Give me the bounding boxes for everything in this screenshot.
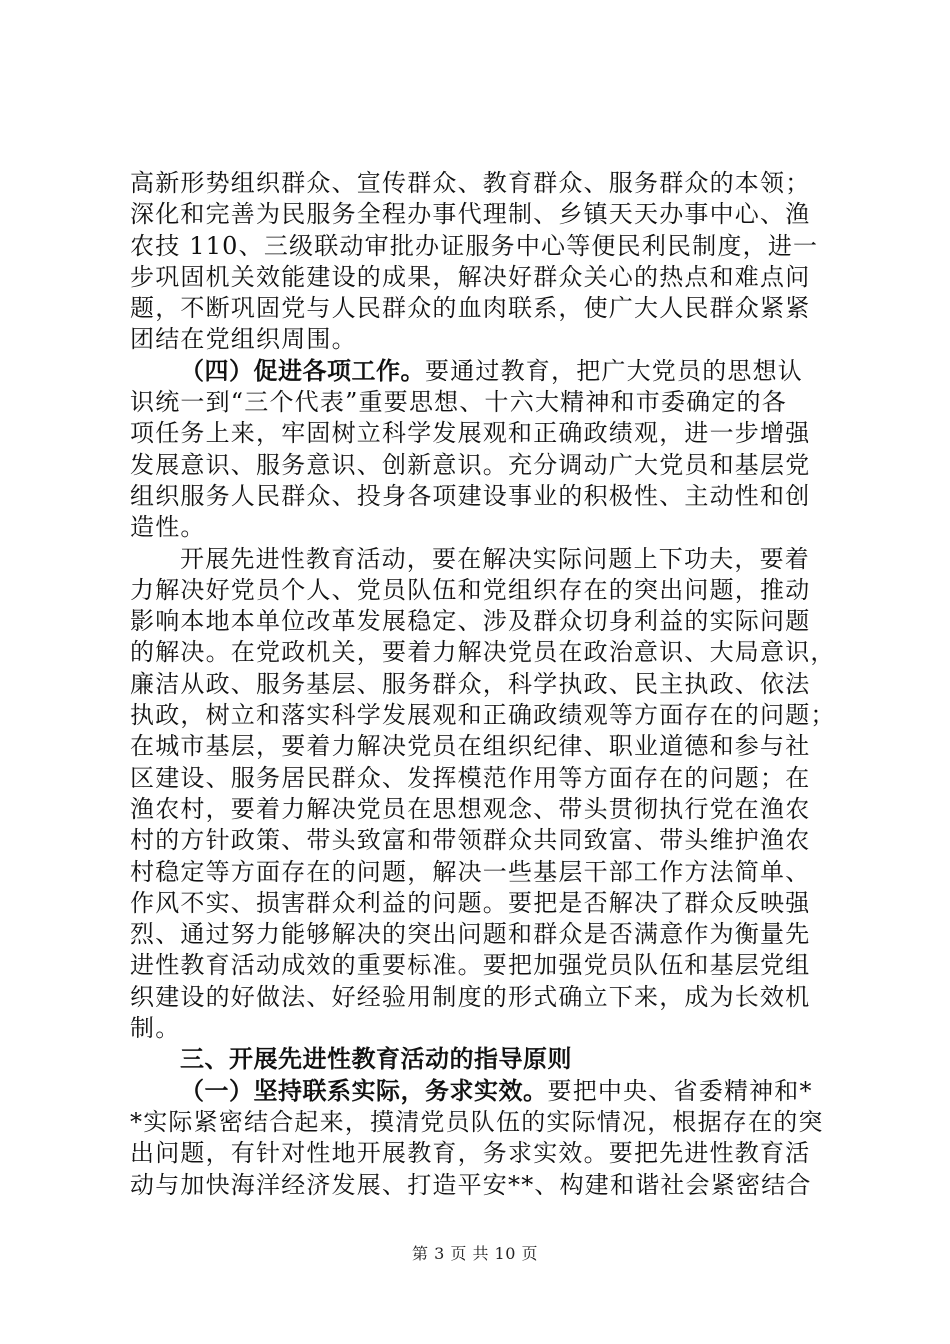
line-text: 制。	[130, 1014, 181, 1043]
bold-heading: （四）促进各项工作。	[180, 356, 425, 385]
text-line	[130, 825, 840, 856]
line-text: 造性。	[130, 513, 206, 542]
text-line	[130, 1013, 840, 1044]
line-text: 题，不断巩固党与人民群众的血肉联系，使广大人民群众紧紧	[130, 294, 811, 323]
line-text: 团结在党组织周围。	[130, 325, 357, 354]
document-body	[130, 168, 840, 1201]
text-line	[130, 919, 840, 950]
text-line	[130, 293, 840, 324]
line-text: 农技 110、三级联动审批办证服务中心等便民利民制度，进一	[130, 231, 819, 260]
text-line	[130, 637, 840, 668]
text-line	[130, 450, 840, 481]
line-text: 步巩固机关效能建设的成果，解决好群众关心的热点和难点问	[130, 262, 811, 291]
line-text: 力解决好党员个人、党员队伍和党组织存在的突出问题，推动	[130, 575, 811, 604]
text-line	[130, 512, 840, 543]
line-text: 的解决。在党政机关，要着力解决党员在政治意识、大局意识，	[130, 638, 836, 667]
text-line	[130, 982, 840, 1013]
text-line	[130, 387, 840, 418]
line-text: 烈、通过努力能够解决的突出问题和群众是否满意作为衡量先	[130, 920, 811, 949]
line-text: 动与加快海洋经济发展、打造平安**、构建和谐社会紧密结合	[130, 1170, 812, 1199]
line-text: 要把中央、省委精神和*	[547, 1076, 813, 1105]
text-line	[130, 606, 840, 637]
line-text: 影响本地本单位改革发展稳定、涉及群众切身利益的实际问题	[130, 607, 811, 636]
text-line	[130, 794, 840, 825]
line-text: 区建设、服务居民群众、发挥模范作用等方面存在的问题；在	[130, 763, 811, 792]
text-line	[130, 857, 840, 888]
text-line	[130, 481, 840, 512]
text-line	[130, 231, 840, 262]
line-text: 高新形势组织群众、宣传群众、教育群众、服务群众的本领；	[130, 169, 811, 197]
text-line	[130, 669, 840, 700]
text-line	[130, 324, 840, 355]
bold-heading: 三、开展先进性教育活动的指导原则	[180, 1045, 572, 1074]
text-line	[130, 950, 840, 981]
text-line	[130, 1044, 840, 1075]
line-text: 在城市基层，要着力解决党员在组织纪律、职业道德和参与社	[130, 732, 811, 761]
text-line	[130, 356, 840, 387]
bold-heading: （一）坚持联系实际，务求实效。	[180, 1076, 548, 1105]
line-text: 作风不实、损害群众利益的问题。要把是否解决了群众反映强	[130, 888, 811, 917]
text-line	[130, 1138, 840, 1169]
text-line	[130, 731, 840, 762]
line-text: 廉洁从政、服务基层、服务群众，科学执政、民主执政、依法	[130, 669, 811, 698]
line-text: 组织服务人民群众、投身各项建设事业的积极性、主动性和创	[130, 481, 811, 510]
line-text: *实际紧密结合起来，摸清党员队伍的实际情况，根据存在的突	[130, 1107, 824, 1136]
line-text: 进性教育活动成效的重要标准。要把加强党员队伍和基层党组	[130, 951, 811, 980]
line-text: 村稳定等方面存在的问题，解决一些基层干部工作方法简单、	[130, 857, 811, 886]
text-line	[130, 1107, 840, 1138]
line-text: 深化和完善为民服务全程办事代理制、乡镇天天办事中心、渔	[130, 200, 811, 229]
line-text: 项任务上来，牢固树立科学发展观和正确政绩观，进一步增强	[130, 419, 811, 448]
text-line	[130, 1170, 840, 1201]
text-line	[130, 199, 840, 230]
line-text: 执政，树立和落实科学发展观和正确政绩观等方面存在的问题；	[130, 701, 836, 730]
line-text: 出问题，有针对性地开展教育，务求实效。要把先进性教育活	[130, 1139, 811, 1168]
line-text: 识统一到“三个代表”重要思想、十六大精神和市委确定的各	[130, 388, 787, 417]
text-line	[130, 575, 840, 606]
line-text: 发展意识、服务意识、创新意识。充分调动广大党员和基层党	[130, 450, 811, 479]
page-footer: 第 3 页 共 10 页	[412, 1244, 538, 1263]
text-line	[130, 262, 840, 293]
line-text: 渔农村，要着力解决党员在思想观念、带头贯彻执行党在渔农	[130, 794, 811, 823]
line-text: 开展先进性教育活动，要在解决实际问题上下功夫，要着	[180, 544, 810, 573]
text-line	[130, 544, 840, 575]
text-line	[130, 168, 840, 199]
text-line	[130, 888, 840, 919]
text-line	[130, 418, 840, 449]
text-line	[130, 1076, 840, 1107]
line-text: 织建设的好做法、好经验用制度的形式确立下来，成为长效机	[130, 982, 811, 1011]
text-line	[130, 700, 840, 731]
line-text: 要通过教育，把广大党员的思想认	[425, 356, 803, 385]
line-text: 村的方针政策、带头致富和带领群众共同致富、带头维护渔农	[130, 826, 811, 855]
text-line	[130, 763, 840, 794]
